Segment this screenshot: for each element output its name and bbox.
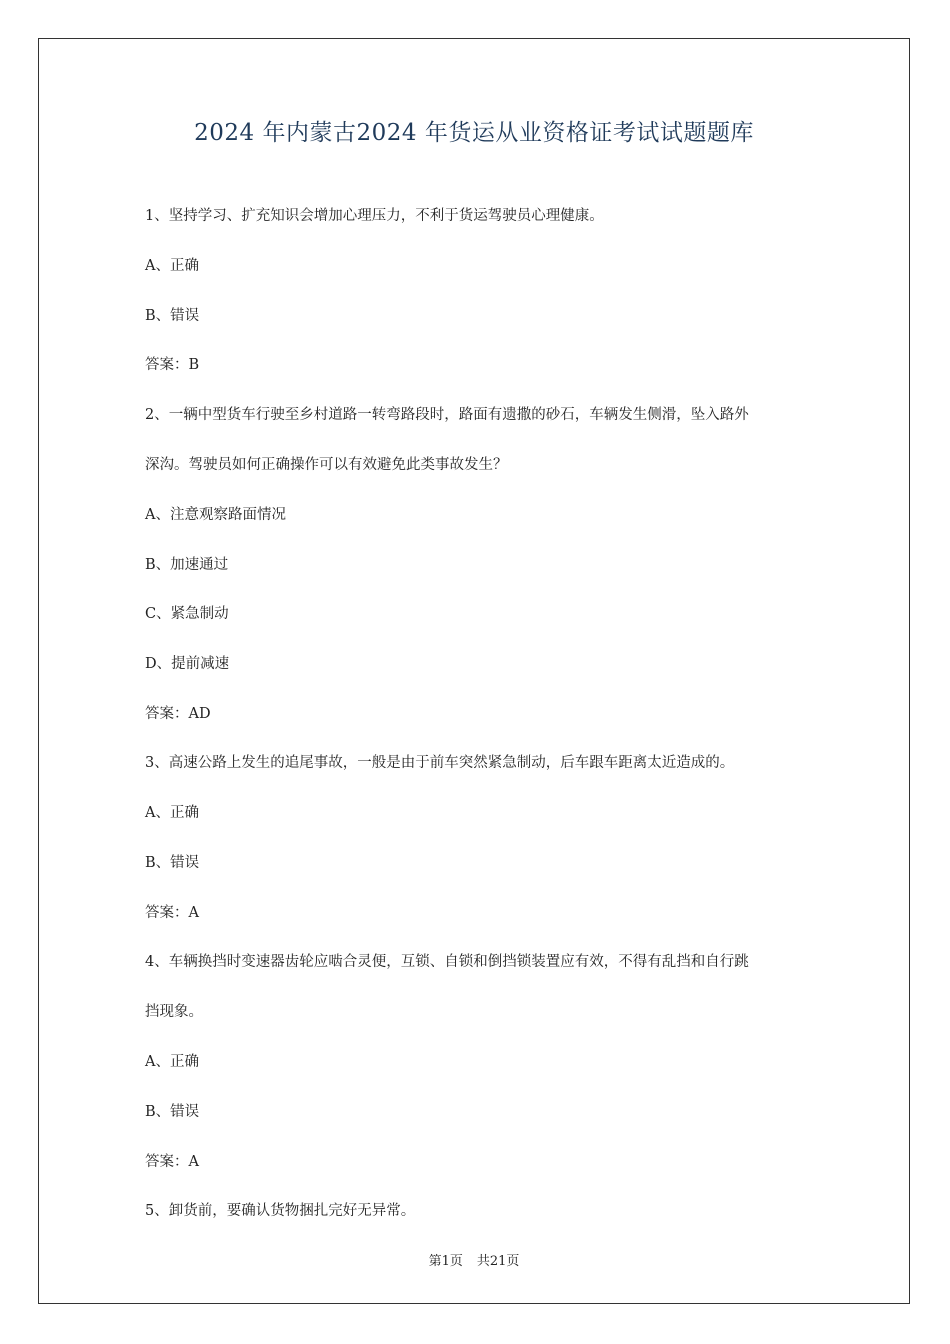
question-4-answer: 答案：A xyxy=(145,1154,199,1170)
document-title: 2024 年内蒙古2024 年货运从业资格证考试试题题库 xyxy=(194,120,754,146)
question-2-text-continued: 深沟。驾驶员如何正确操作可以有效避免此类事故发生？ xyxy=(145,457,508,473)
question-1-option-b: B、错误 xyxy=(145,308,200,324)
question-5-text: 5、卸货前，要确认货物捆扎完好无异常。 xyxy=(145,1203,416,1219)
page-number: 第1页 xyxy=(428,1254,463,1269)
question-2-option-c: C、紧急制动 xyxy=(145,606,229,622)
question-4-text-continued: 挡现象。 xyxy=(145,1004,203,1020)
question-4-option-a: A、正确 xyxy=(145,1054,199,1070)
question-2-option-a: A、注意观察路面情况 xyxy=(145,507,286,523)
question-1-option-a: A、正确 xyxy=(145,258,199,274)
question-3-option-a: A、正确 xyxy=(145,805,199,821)
question-1-answer: 答案：B xyxy=(145,357,200,373)
question-2-option-d: D、提前减速 xyxy=(145,656,230,672)
question-4-option-b: B、错误 xyxy=(145,1104,200,1120)
question-3-answer: 答案：A xyxy=(145,905,199,921)
page-total: 共21页 xyxy=(476,1254,520,1269)
question-3-text: 3、高速公路上发生的追尾事故，一般是由于前车突然紧急制动，后车跟车距离太近造成的。 xyxy=(145,755,735,771)
question-2-option-b: B、加速通过 xyxy=(145,557,229,573)
question-1-text: 1、坚持学习、扩充知识会增加心理压力，不利于货运驾驶员心理健康。 xyxy=(145,208,604,224)
question-3-option-b: B、错误 xyxy=(145,855,200,871)
page-footer xyxy=(38,1250,910,1269)
question-2-answer: 答案：AD xyxy=(145,706,211,722)
question-4-text: 4、车辆换挡时变速器齿轮应啮合灵便，互锁、自锁和倒挡锁装置应有效，不得有乱挡和自行跳 xyxy=(145,954,749,970)
question-2-text: 2、一辆中型货车行驶至乡村道路一转弯路段时，路面有遗撒的砂石，车辆发生侧滑，坠入路外 xyxy=(145,407,749,423)
